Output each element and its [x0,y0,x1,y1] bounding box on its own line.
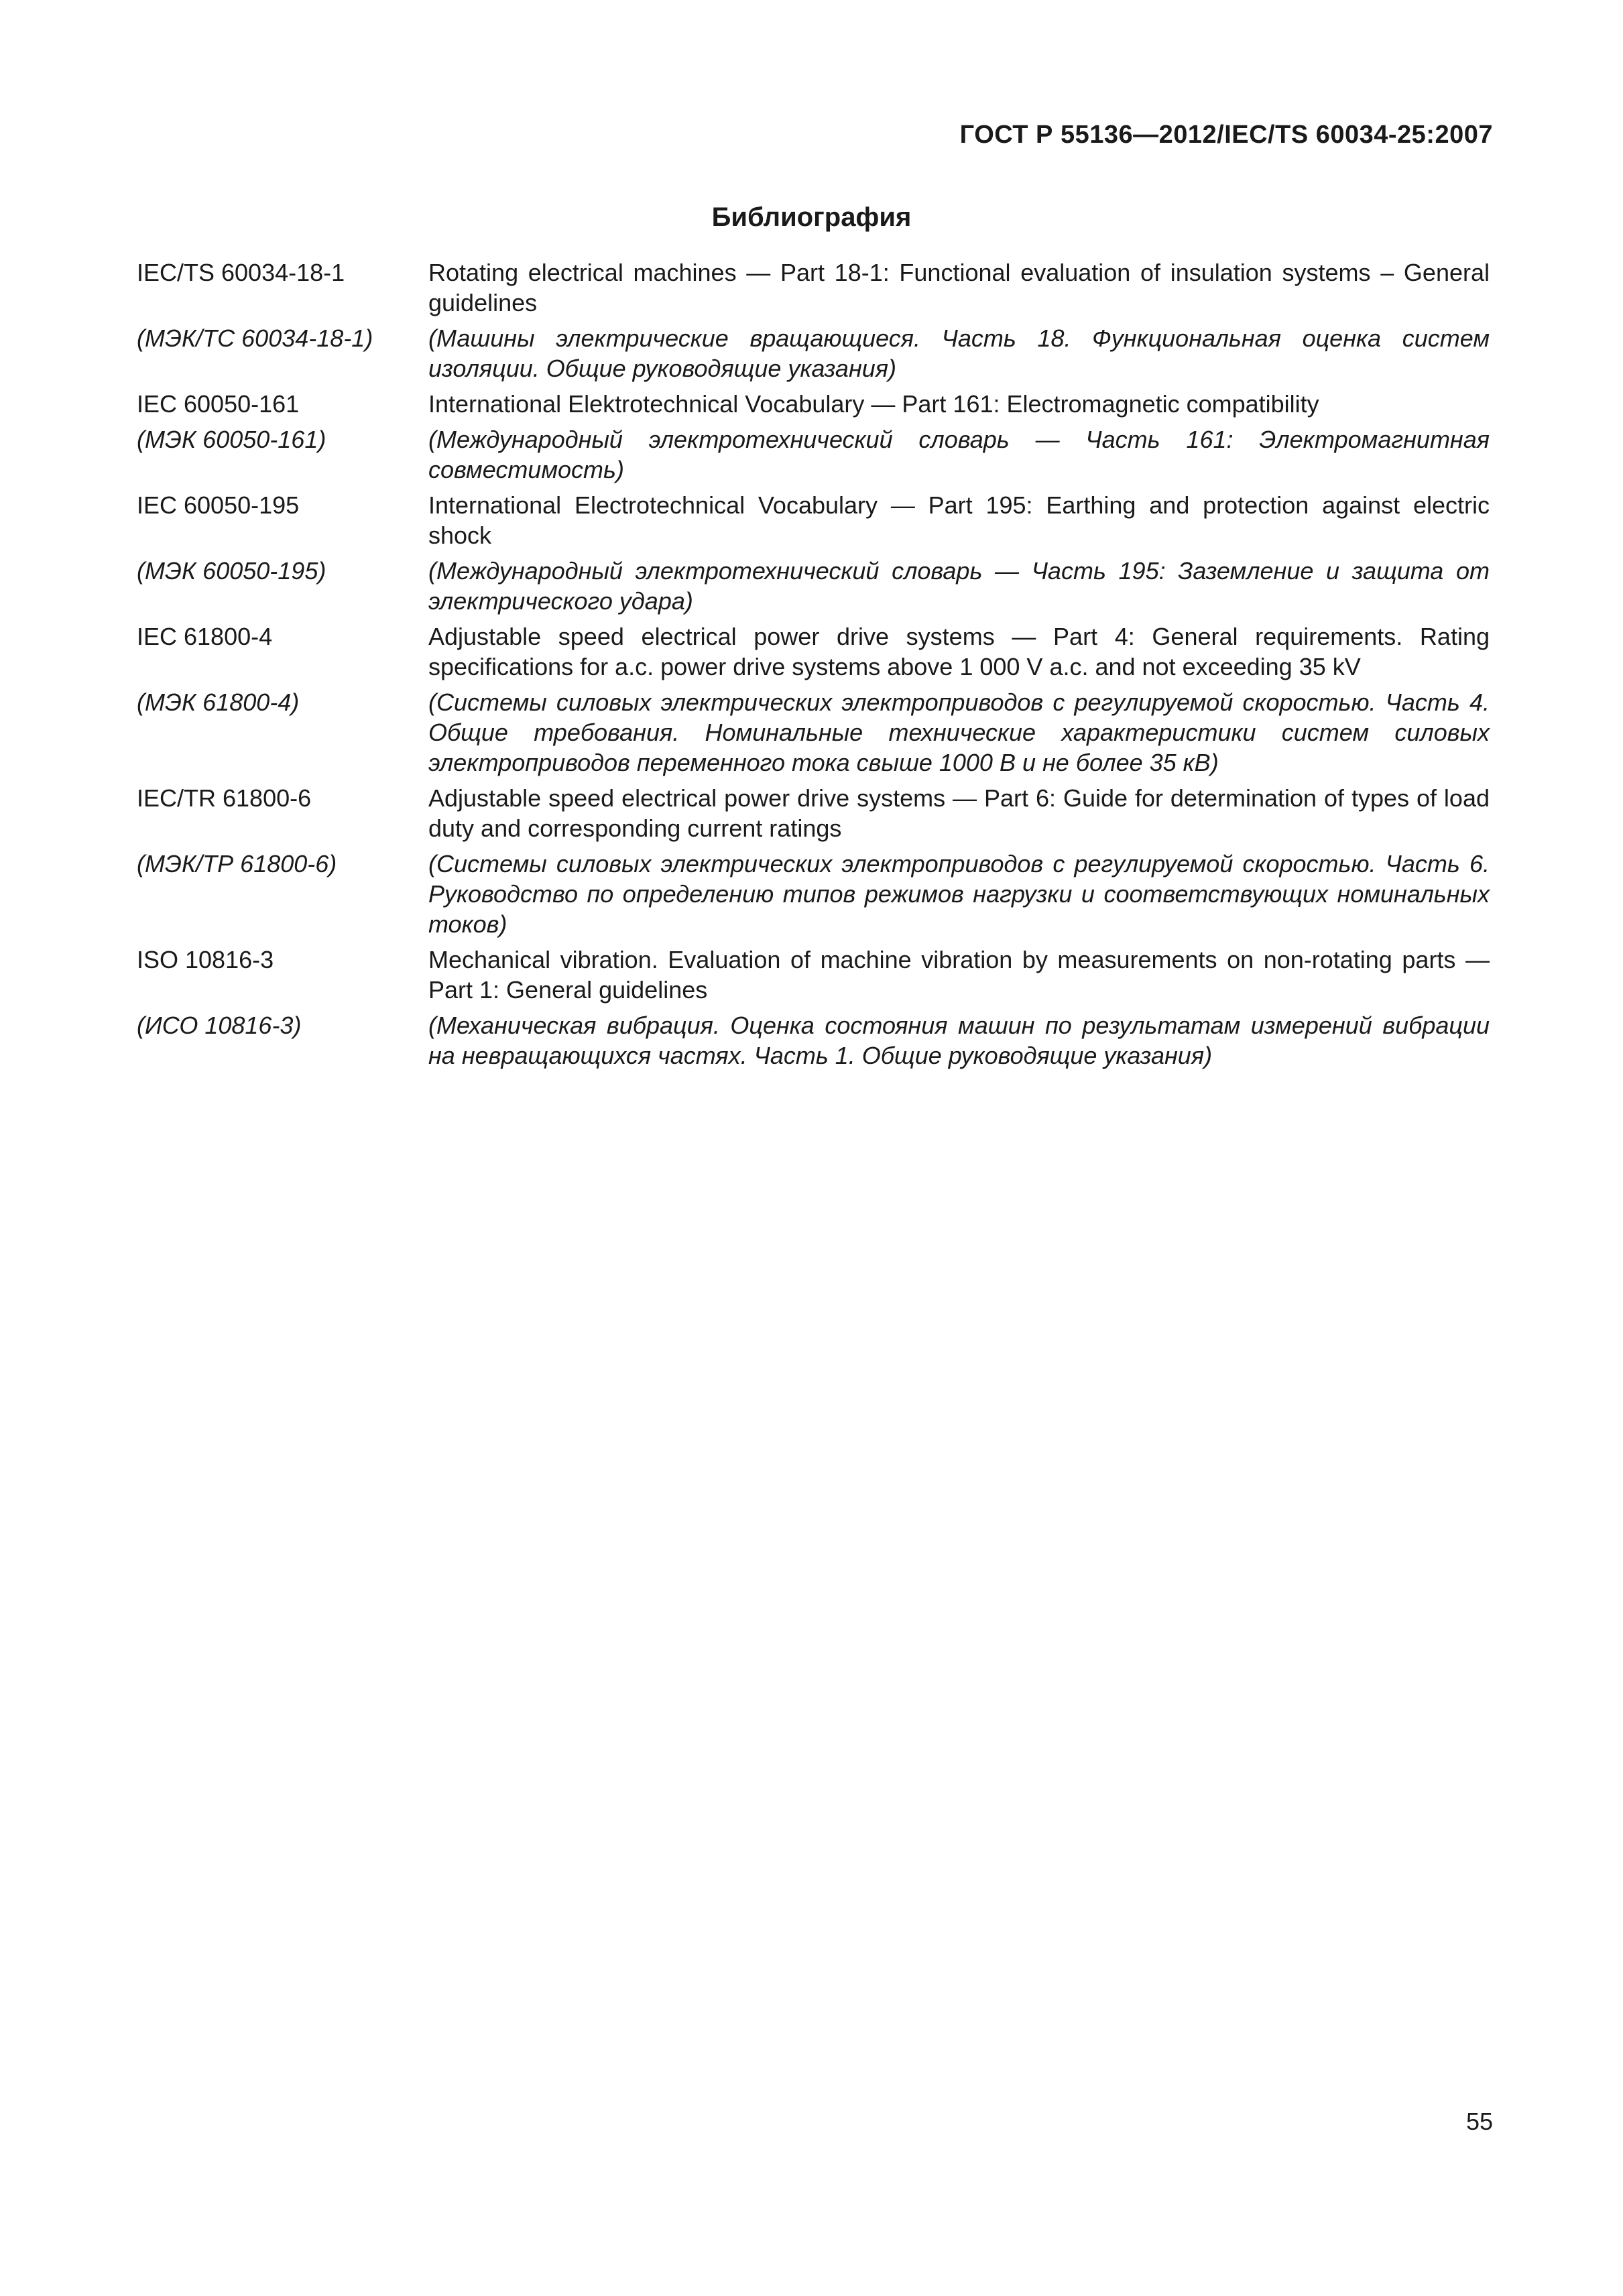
entry-description: Mechanical vibration. Evaluation of machine vibration by measurements on non-rotating parts — Part 1: General guidelines [428,946,1490,1004]
bibliography-entry [137,783,1490,843]
bibliography-entry [137,1010,1490,1071]
entry-description: (Международный электротехнический словарь — Часть 195: Заземление и защита от электрического удара) [428,557,1490,615]
bibliography-entry [137,490,1490,550]
entry-reference: (МЭК/ТС 60034-18-1) [137,324,373,352]
entry-description: (Системы силовых электрических электроприводов с регулируемой скоростью. Часть 6. Руководство по определению типов режимов нагрузки и соответствующих номинальных токов) [428,850,1490,938]
entry-description: (Механическая вибрация. Оценка состояния машин по результатам измерений вибрации на невращающихся частях. Часть 1. Общие руководящие указания) [428,1012,1490,1069]
entry-reference: (МЭК 60050-195) [137,557,326,585]
bibliography-list [137,257,1490,1076]
bibliography-entry [137,424,1490,485]
entry-reference: IEC/TS 60034-18-1 [137,259,345,286]
entry-reference: IEC 60050-195 [137,491,300,519]
bibliography-entry [137,621,1490,682]
entry-description: International Electrotechnical Vocabulary — Part 195: Earthing and protection against electric shock [428,491,1490,549]
bibliography-title: Библиография [711,202,912,232]
bibliography-entry [137,945,1490,1005]
entry-description: International Elektrotechnical Vocabulary — Part 161: Electromagnetic compatibility [428,390,1319,418]
bibliography-entry [137,323,1490,383]
bibliography-entry [137,389,1490,419]
entry-reference: (ИСО 10816-3) [137,1012,302,1039]
entry-reference: IEC 61800-4 [137,623,273,650]
entry-reference: (МЭК/ТР 61800-6) [137,850,337,878]
entry-description: (Машины электрические вращающиеся. Часть 18. Функциональная оценка систем изоляции. Общие руководящие указания) [428,324,1490,382]
entry-description: (Системы силовых электрических электроприводов с регулируемой скоростью. Часть 4. Общие требования. Номинальные технические характеристики систем силовых электроприводов переменного тока свыше 1000 В и не более 35 кВ) [428,688,1490,776]
entry-reference: ISO 10816-3 [137,946,274,973]
entry-description: (Международный электротехнический словарь — Часть 161: Электромагнитная совместимость) [428,426,1490,483]
entry-reference: (МЭК 61800-4) [137,688,300,716]
bibliography-entry [137,257,1490,318]
bibliography-entry [137,849,1490,939]
entry-description: Rotating electrical machines — Part 18-1: Functional evaluation of insulation systems – General guidelines [428,259,1490,316]
entry-description: Adjustable speed electrical power drive systems — Part 6: Guide for determination of types of load duty and corresponding current ratings [428,784,1490,842]
entry-reference: (МЭК 60050-161) [137,426,326,453]
entry-description: Adjustable speed electrical power drive systems — Part 4: General requirements. Rating specifications for a.c. power drive systems above 1 000 V a.c. and not exceeding 35 kV [428,623,1490,680]
bibliography-entry [137,556,1490,616]
entry-reference: IEC/TR 61800-6 [137,784,312,812]
bibliography-entry [137,687,1490,778]
entry-reference: IEC 60050-161 [137,390,300,418]
document-header: ГОСТ Р 55136—2012/IEC/TS 60034-25:2007 [959,121,1493,149]
page-number: 55 [1465,2108,1493,2135]
